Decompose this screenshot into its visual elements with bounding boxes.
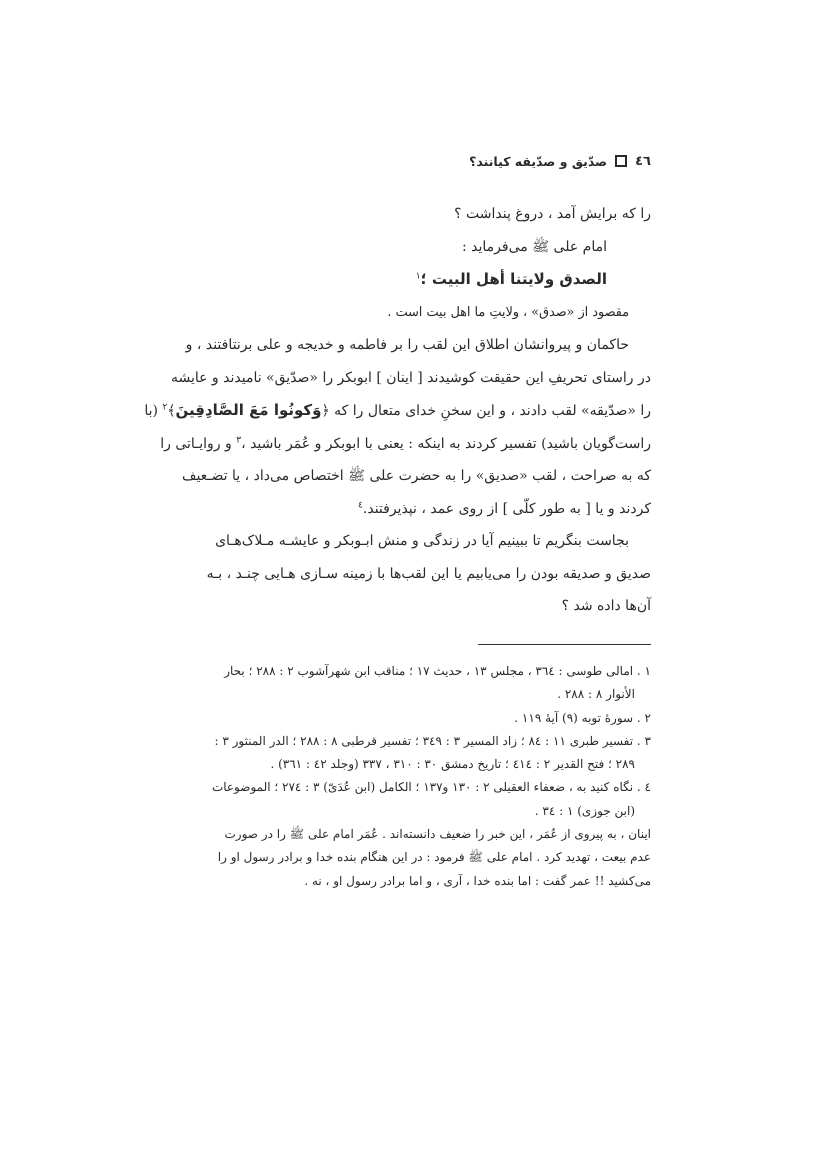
- footnote-5-line-2: عدم بیعت ، تهدید کرد . امام علی ﷺ فرمود : در این هنگام بنده خدا و برادر رسول او را: [217, 850, 651, 865]
- main-text: [144, 198, 651, 623]
- text-line-13: آن‌ها داده شد ؟: [561, 598, 651, 614]
- text-line-7a: را «صدّیقه» لقب دادند ، و این سخنِ خدای متعال را که ﴿: [321, 403, 651, 419]
- text-line-7: [144, 394, 651, 428]
- text-line-8a: راست‌گویان باشید) تفسیر کردند به اینکه : یعنی با ابوبکر و عُمَر باشید ،: [241, 435, 651, 452]
- chapter-title: صدّیق و صدّیقه کیانند؟: [469, 153, 608, 169]
- footnotes: [175, 660, 651, 893]
- footnote-ref-1: ١: [415, 271, 421, 282]
- text-line-8: [160, 428, 651, 461]
- running-header: [175, 150, 651, 172]
- page-number: ٤٦: [635, 153, 651, 169]
- footnote-5-line-1: اینان ، به پیروی از عُمَر ، این خبر را ضعیف دانسته‌اند . عُمَر امام علی ﷺ را در صورت: [224, 827, 651, 842]
- text-line-7c: (با: [144, 403, 163, 419]
- footnote-3: ٣ . تفسیر طبری ١١ : ٨٤ ؛ زاد المسیر ٣ : ٣٤٩ ؛ تفسیر قرطبی ٨ : ٢٨٨ ؛ الدر المنثور ٣ :: [214, 733, 651, 748]
- text-line-10a: کردند و یا [ به طور کلّی ] از روی عمد ، نپذیرفتند.: [362, 500, 651, 517]
- text-line-12: صدیق و صدیقه بودن را می‌یابیم یا این لقب‌ها با زمینه سـازی هـایی چنـد ، بـه: [206, 565, 651, 582]
- arabic-quote: [175, 263, 651, 297]
- footnote-2: ٢ . سورهٔ توبه (٩) آیهٔ ١١٩ .: [514, 710, 651, 725]
- footnote-ref-3: ٣: [236, 434, 242, 445]
- footnote-1: ١ . امالی طوسی : ٣٦٤ ، مجلس ١٣ ، حدیث ١٧ ؛ مناقب ابن شهرآشوب ٢ : ٢٨٨ ؛ بحار: [224, 664, 651, 678]
- arabic-quote-text: الصدق ولايتنا أهل البيت ؛: [420, 270, 607, 288]
- footnote-ref-4: ٤: [358, 499, 363, 510]
- text-line-2: امام علی ﷺ می‌فرماید :: [461, 238, 607, 255]
- text-line-6: در راستای تحریفِ این حقیقت کوشیدند [ اینان ] ابوبکر را «صدّیق» نامیدند و عایشه: [170, 369, 651, 386]
- quran-verse: وَكونُوا مَعَ الصَّادِقِينَ: [175, 401, 322, 419]
- footnote-1-cont: الأنوار ٨ : ٢٨٨ .: [557, 687, 635, 702]
- text-line-7b: ﴾: [167, 403, 176, 419]
- footnote-4-cont: (ابن جوزی) ١ : ٣٤ .: [534, 803, 635, 818]
- footnote-5-line-3: می‌کشید !! عمر گفت : اما بنده خدا ، آری ، و اما برادر رسول او ، نه .: [304, 873, 651, 888]
- footnote-ref-2: ٢: [162, 402, 168, 413]
- text-line-11: بجاست بنگریم تا ببینیم آیا در زندگی و منش ابـوبکر و عایشـه مـلاک‌هـای: [215, 533, 629, 549]
- footnote-3-cont: ٢٨٩ ؛ فتح القدیر ٢ : ٤١٤ ؛ تاریخ دمشق ٣٠ : ٣١٠ ، ٣٣٧ (وجلد ٤٢ : ٣٦١) .: [270, 757, 635, 772]
- footnote-4: ٤ . نگاه کنید به ، ضعفاء العقیلی ٢ : ١٣٠ و١٣٧ ؛ الکامل (ابن عُدَیّ) ٣ : ٢٧٤ ؛ الموضوعات: [211, 780, 651, 795]
- text-line-10: [175, 493, 651, 526]
- square-box-icon: [615, 155, 627, 167]
- text-line-5: حاکمان و پیروانشان اطلاق این لقب را بر فاطمه و خدیجه و علی برنتافتند ، و: [185, 337, 629, 353]
- text-line-1: را که برایش آمد ، دروغ پنداشت ؟: [454, 206, 651, 222]
- footnote-separator: [478, 644, 651, 645]
- text-line-4: مقصود از «صدق» ، ولایتِ ما اهل بیت است .: [387, 304, 629, 320]
- text-line-9: که به صراحت ، لقب «صدیق» را به حضرت علی ﷺ اختصاص می‌داد ، یا تضـعیف: [181, 468, 651, 484]
- text-line-8b: و روایـاتی را: [160, 435, 237, 452]
